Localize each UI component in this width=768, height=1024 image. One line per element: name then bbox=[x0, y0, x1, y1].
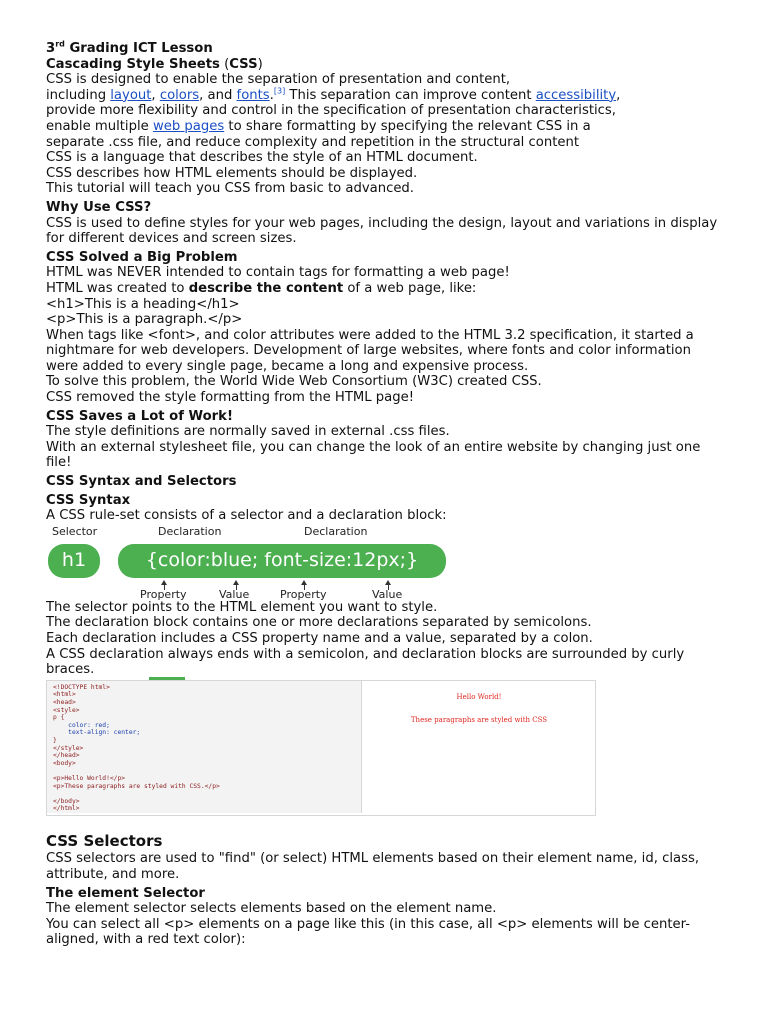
diagram-label-property-1: Property bbox=[140, 587, 187, 601]
why-title: Why Use CSS? bbox=[46, 199, 152, 215]
intro-line-5: separate .css file, and reduce complexity and repetition in the structural content bbox=[46, 134, 580, 150]
code-panel bbox=[47, 681, 362, 813]
subtitle-abbrev: CSS bbox=[229, 56, 258, 72]
link-accessibility[interactable]: accessibility bbox=[535, 87, 617, 103]
syntax-line-5: A CSS declaration always ends with a semicolon, and declaration blocks are surrounded by curly braces. bbox=[46, 646, 685, 678]
grading-number: 3 bbox=[46, 41, 56, 56]
intro-line-8: This tutorial will teach you CSS from basic to advanced. bbox=[46, 181, 414, 197]
intro-after-webpages: to share formatting by specifying the relevant CSS in a bbox=[224, 118, 591, 134]
selectors-text: CSS selectors are used to "find" (or select) HTML elements based on their element name, id, class, attribute, and more. bbox=[46, 851, 700, 882]
document-page bbox=[46, 38, 726, 948]
intro-line-6: CSS is a language that describes the style of an HTML document. bbox=[46, 150, 478, 166]
diagram-label-value-2: Value bbox=[372, 587, 403, 601]
syntax-line-3: The declaration block contains one or more declarations separated by semicolons. bbox=[46, 615, 592, 631]
output-line-1: Hello World! bbox=[456, 692, 502, 701]
code-line: color: red; bbox=[53, 721, 110, 729]
subtitle bbox=[46, 57, 726, 73]
problem-paragraph: When tags like <font>, and color attributes were added to the HTML 3.2 specification, it started a nightmare for web developers. Development of large websites, where fonts and color information were added to every single page, became a long and expensive process. bbox=[46, 327, 694, 374]
diagram-label-declaration-1: Declaration bbox=[158, 524, 222, 538]
grading-rest: Grading ICT Lesson bbox=[64, 41, 213, 56]
code-line: <body> bbox=[53, 759, 76, 767]
code-line: </head> bbox=[53, 752, 80, 760]
problem-line-6: To solve this problem, the World Wide Web Consortium (W3C) created CSS. bbox=[46, 374, 542, 390]
example-green-tab bbox=[149, 677, 185, 680]
problem-title: CSS Solved a Big Problem bbox=[46, 249, 238, 265]
problem-line-2-pre: HTML was created to bbox=[46, 280, 189, 296]
code-line: <p>These paragraphs are styled with CSS.</p> bbox=[53, 782, 220, 790]
subtitle-bold: Cascading Style Sheets bbox=[46, 56, 220, 72]
diagram-label-selector: Selector bbox=[52, 524, 98, 538]
code-line bbox=[53, 790, 355, 798]
syntax-line-2: The selector points to the HTML element you want to style. bbox=[46, 599, 438, 615]
intro-enable: enable multiple bbox=[46, 118, 153, 134]
syntax-line-1: A CSS rule-set consists of a selector and a declaration block: bbox=[46, 508, 447, 524]
code-line: </body> bbox=[53, 797, 80, 805]
intro-and: , and bbox=[199, 87, 237, 103]
grading-suffix: rd bbox=[55, 39, 65, 49]
element-selector-line-1: The element selector selects elements based on the element name. bbox=[46, 901, 497, 917]
syntax-selectors-title: CSS Syntax and Selectors bbox=[46, 474, 237, 490]
code-line: </html> bbox=[53, 805, 80, 813]
code-line: <html> bbox=[53, 691, 76, 699]
problem-line-2 bbox=[46, 281, 726, 297]
code-line: <style> bbox=[53, 706, 80, 714]
code-line: <!DOCTYPE html> bbox=[53, 683, 110, 691]
code-line: </style> bbox=[53, 744, 84, 752]
intro-line-2 bbox=[46, 88, 726, 104]
subtitle-paren: ( bbox=[219, 56, 230, 72]
saves-line-1: The style definitions are normally saved in external .css files. bbox=[46, 424, 450, 440]
diagram-label-property-2: Property bbox=[280, 587, 327, 601]
diagram-label-value-1: Value bbox=[219, 587, 250, 601]
code-line: <head> bbox=[53, 698, 76, 706]
selectors-title: CSS Selectors bbox=[46, 831, 163, 850]
output-line-2: These paragraphs are styled with CSS bbox=[410, 716, 548, 725]
intro-comma-2: , bbox=[616, 87, 621, 103]
grading-title bbox=[46, 41, 726, 57]
diagram-declaration-pill: {color:blue; font-size:12px;} bbox=[118, 544, 446, 578]
intro-line-1: CSS is designed to enable the separation of presentation and content, bbox=[46, 72, 511, 88]
intro-line-3: provide more flexibility and control in the specification of presentation characteristics, bbox=[46, 103, 616, 119]
syntax-title: CSS Syntax bbox=[46, 492, 131, 508]
code-line: <p>Hello World!</p> bbox=[53, 774, 126, 782]
diagram-selector-pill: h1 bbox=[48, 544, 100, 578]
element-selector-line-2: You can select all <p> elements on a page like this (in this case, all <p> elements will be center-aligned, with a red text color): bbox=[46, 916, 690, 948]
ref-link[interactable]: [3] bbox=[273, 86, 286, 96]
subtitle-paren-close: ) bbox=[257, 56, 263, 72]
link-colors[interactable]: colors bbox=[159, 87, 200, 103]
problem-line-7: CSS removed the style formatting from the HTML page! bbox=[46, 390, 415, 406]
code-line bbox=[53, 767, 355, 775]
diagram-label-declaration-2: Declaration bbox=[304, 524, 368, 538]
code-line: text-align: center; bbox=[53, 729, 141, 737]
intro-period: . bbox=[269, 87, 274, 103]
element-selector-title: The element Selector bbox=[46, 885, 205, 901]
output-panel bbox=[363, 681, 595, 813]
syntax-line-4: Each declaration includes a CSS property name and a value, separated by a colon. bbox=[46, 631, 593, 646]
problem-line-2-bold: describe the content bbox=[188, 280, 344, 296]
code-lines bbox=[47, 681, 361, 816]
link-fonts[interactable]: fonts bbox=[236, 87, 270, 103]
intro-line-4 bbox=[46, 119, 726, 135]
problem-line-3: <h1>This is a heading</h1> bbox=[46, 296, 240, 312]
link-web-pages[interactable]: web pages bbox=[152, 118, 225, 134]
why-text: CSS is used to define styles for your web pages, including the design, layout and variations in display for different devices and screen sizes. bbox=[46, 215, 718, 247]
intro-line-7: CSS describes how HTML elements should be displayed. bbox=[46, 165, 418, 181]
code-line: } bbox=[53, 736, 57, 744]
css-syntax-diagram bbox=[46, 524, 446, 600]
problem-line-4: <p>This is a paragraph.</p> bbox=[46, 312, 243, 328]
problem-line-1: HTML was NEVER intended to contain tags for formatting a web page! bbox=[46, 265, 510, 281]
saves-line-2: With an external stylesheet file, you can change the look of an entire website by changing just one file! bbox=[46, 439, 701, 471]
code-line: p { bbox=[53, 714, 65, 722]
problem-line-2-post: of a web page, like: bbox=[343, 280, 477, 296]
intro-comma: , bbox=[151, 87, 160, 103]
saves-title: CSS Saves a Lot of Work! bbox=[46, 408, 233, 424]
intro-after-ref: This separation can improve content bbox=[285, 87, 536, 103]
link-layout[interactable]: layout bbox=[110, 87, 152, 103]
intro-including: including bbox=[46, 87, 111, 103]
code-example-image bbox=[46, 680, 596, 816]
